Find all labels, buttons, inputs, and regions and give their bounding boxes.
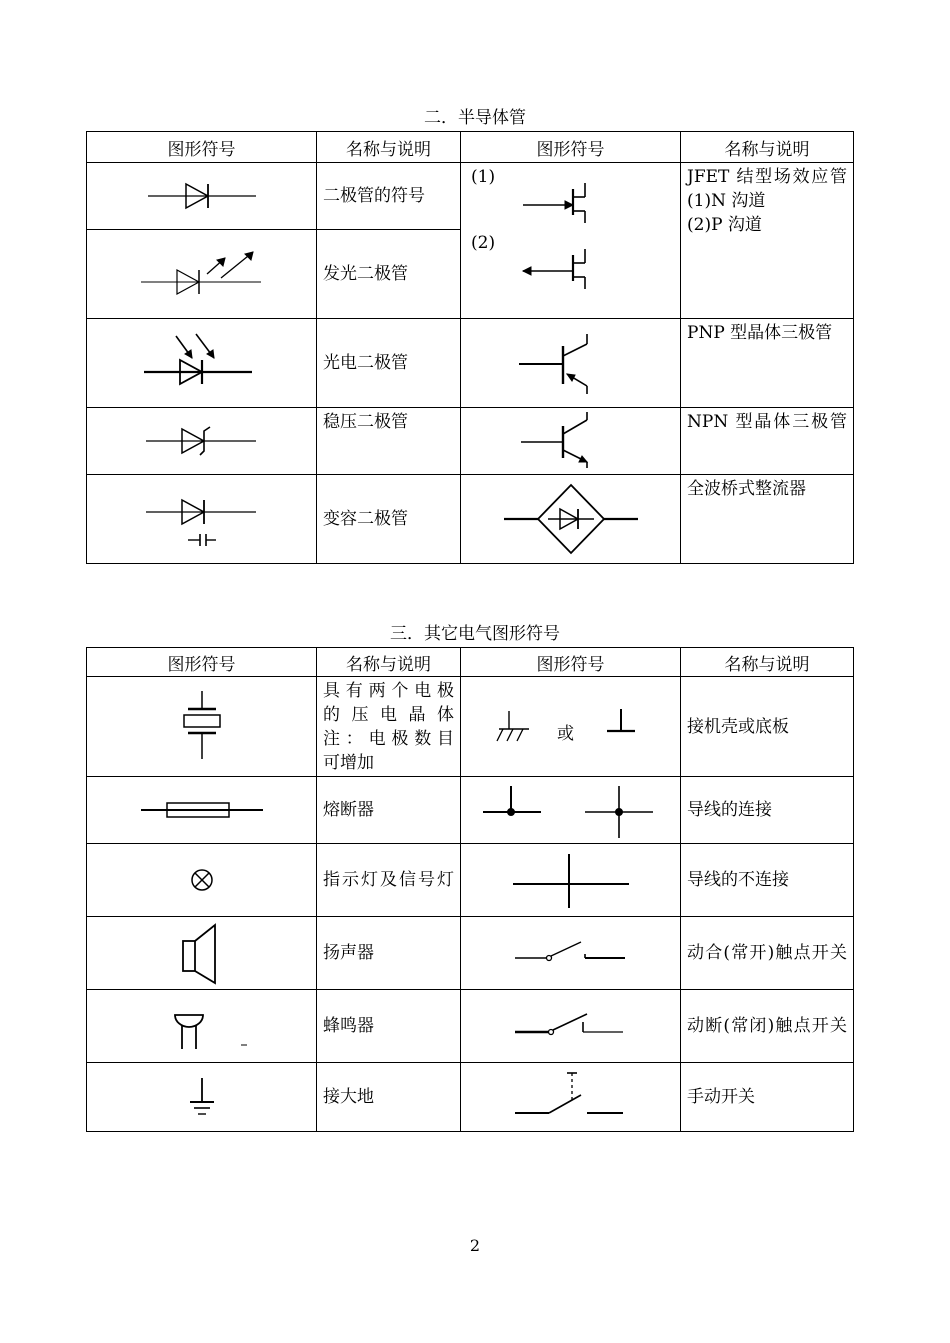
buzzer-label: 蜂鸣器 (317, 990, 461, 1063)
wire-crossing-icon (501, 850, 641, 910)
header-symbol: 图形符号 (461, 132, 681, 163)
jfet-mark-1: (1) (471, 167, 496, 187)
crossing-cell (461, 844, 681, 917)
normally-open-contact-icon (511, 938, 631, 968)
piezo-label-line2: 的压电晶体 (323, 704, 454, 725)
earth-label: 接大地 (317, 1063, 461, 1132)
piezo-crystal-icon (172, 687, 232, 767)
bridge-label: 全波桥式整流器 (681, 475, 854, 564)
or-text: 或 (557, 724, 574, 744)
fuse-cell (87, 777, 317, 844)
npn-transistor-icon (511, 410, 631, 472)
varactor-cell (87, 475, 317, 564)
nc-contact-cell (461, 990, 681, 1063)
chassis-label: 接机壳或底板 (681, 677, 854, 777)
piezo-label-line4: 可增加 (323, 752, 374, 773)
header-description: 名称与说明 (317, 648, 461, 677)
header-description: 名称与说明 (681, 648, 854, 677)
varactor-label: 变容二极管 (317, 475, 461, 564)
no-contact-cell (461, 917, 681, 990)
piezo-label-line3: 注：电极数目 (323, 728, 454, 749)
speaker-icon (177, 921, 227, 985)
manual-switch-icon (511, 1069, 631, 1125)
bridge-cell (461, 475, 681, 564)
pnp-label: PNP 型晶体三极管 (681, 319, 854, 408)
other-symbols-table (86, 647, 854, 1132)
no-contact-label: 动合(常开)触点开关 (687, 943, 847, 963)
led-icon (137, 244, 267, 304)
manual-switch-label: 手动开关 (681, 1063, 854, 1132)
header-description: 名称与说明 (317, 132, 461, 163)
diode-icon (142, 176, 262, 216)
header-symbol: 图形符号 (87, 132, 317, 163)
buzzer-icon (87, 991, 317, 1061)
led-label: 发光二极管 (317, 230, 461, 319)
manual-switch-cell (461, 1063, 681, 1132)
lamp-cell (87, 844, 317, 917)
lamp-label: 指示灯及信号灯 (323, 870, 454, 890)
fuse-icon (137, 795, 267, 825)
npn-cell (461, 408, 681, 475)
photodiode-label: 光电二极管 (317, 319, 461, 408)
crossing-label: 导线的不连接 (681, 844, 854, 917)
wire-junction-icon (471, 780, 671, 840)
buzzer-cell (87, 990, 317, 1063)
led-cell (87, 230, 317, 319)
section3-title: 三．其它电气图形符号 (390, 624, 560, 644)
piezo-cell (87, 677, 317, 777)
zener-diode-icon (142, 421, 262, 461)
jfet-label-line3: (2)P 沟道 (687, 215, 762, 235)
earth-cell (87, 1063, 317, 1132)
fuse-label: 熔断器 (317, 777, 461, 844)
semiconductor-table (86, 131, 854, 564)
piezo-description (317, 677, 461, 777)
speaker-label: 扬声器 (317, 917, 461, 990)
diode-cell (87, 163, 317, 230)
npn-label: NPN 型晶体三极管 (687, 412, 847, 432)
header-symbol: 图形符号 (87, 648, 317, 677)
nc-contact-description (681, 990, 854, 1063)
page-number: 2 (469, 1236, 481, 1255)
header-symbol: 图形符号 (461, 648, 681, 677)
pnp-transistor-icon (511, 330, 631, 396)
jfet-mark-2: (2) (471, 233, 496, 253)
jfet-label-line2: (1)N 沟道 (687, 191, 766, 211)
speaker-cell (87, 917, 317, 990)
varactor-diode-icon (142, 484, 262, 554)
junction-label: 导线的连接 (681, 777, 854, 844)
bridge-rectifier-icon (496, 479, 646, 559)
section2-title: 二．半导体管 (424, 108, 526, 128)
junction-cell (461, 777, 681, 844)
jfet-description (681, 163, 854, 319)
earth-ground-icon (182, 1074, 222, 1120)
diode-label: 二极管的符号 (317, 163, 461, 230)
photodiode-cell (87, 319, 317, 408)
chassis-cell (461, 677, 681, 777)
indicator-lamp-icon (182, 860, 222, 900)
normally-closed-contact-icon (511, 1008, 631, 1044)
lamp-description (317, 844, 461, 917)
zener-label: 稳压二极管 (317, 408, 461, 475)
zener-cell (87, 408, 317, 475)
piezo-label-line1: 具有两个电极 (323, 680, 454, 701)
jfet-cell (461, 163, 681, 319)
pnp-cell (461, 319, 681, 408)
jfet-icon (461, 163, 681, 313)
header-description: 名称与说明 (681, 132, 854, 163)
npn-description (681, 408, 854, 475)
photodiode-icon (142, 330, 262, 396)
no-contact-description (681, 917, 854, 990)
nc-contact-label: 动断(常闭)触点开关 (687, 1016, 847, 1036)
jfet-label-line1: JFET 结型场效应管 (687, 167, 847, 187)
